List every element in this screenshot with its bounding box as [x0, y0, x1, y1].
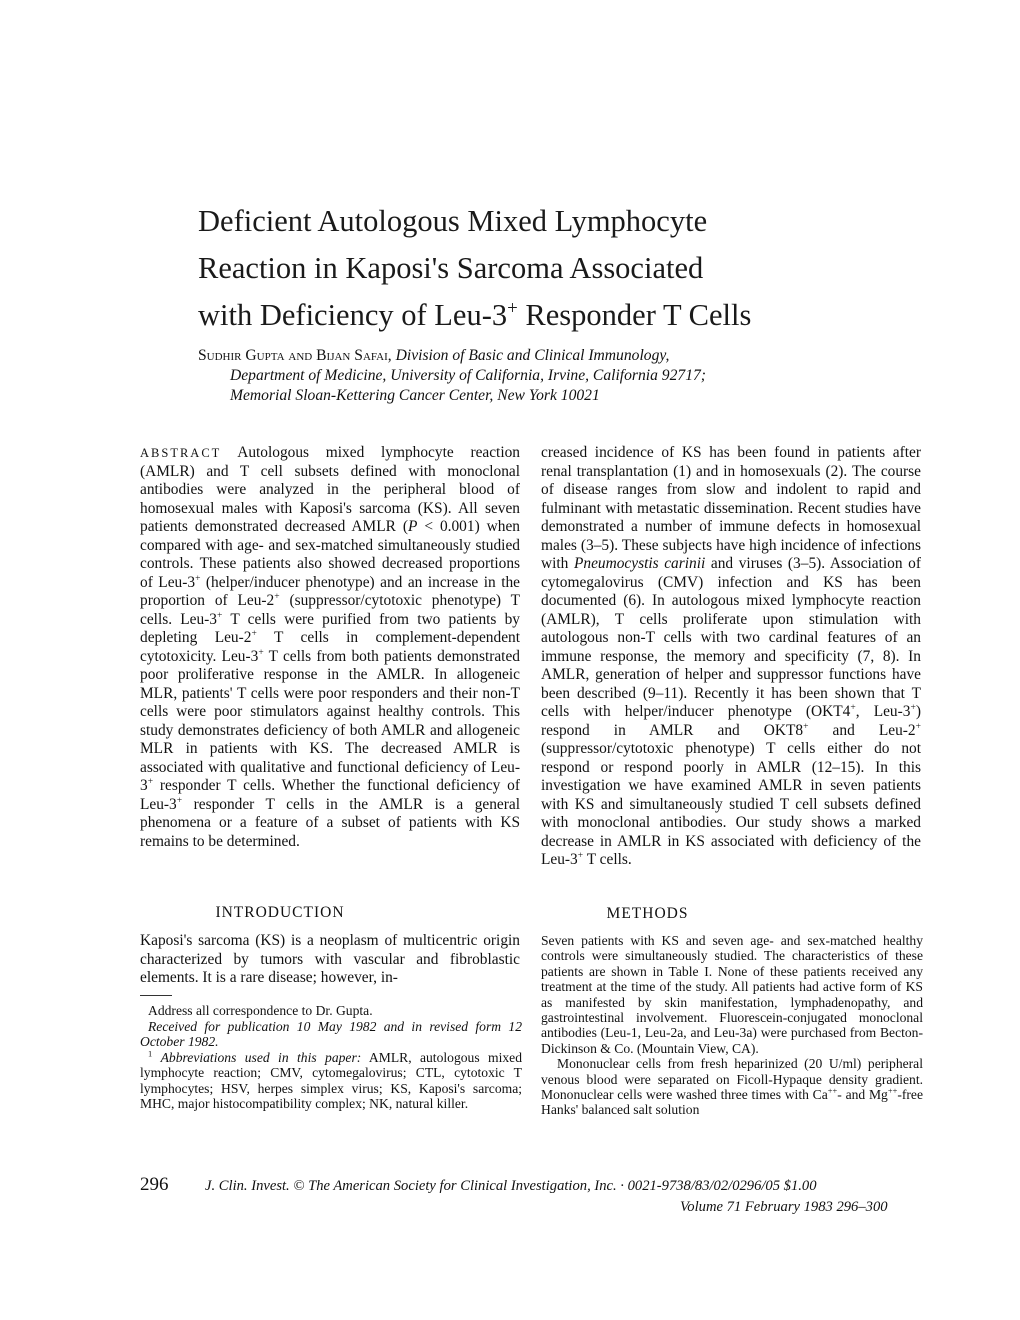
affiliation-division: Division of Basic and Clinical Immunology,: [391, 347, 670, 364]
abstract-text: ABSTRACT Autologous mixed lymphocyte reaction (AMLR) and T cell subsets defined with monoclonal antibodies were analyzed in the peripheral blood of homosexual males with Kaposi's sarcoma (KS). All seven patients demonstrated decreased AMLR (P < 0.001) when compared with age- and sex-matched simultaneously studied controls. These patients also showed decreased proportions of Leu-3+ (helper/inducer phenotype) and an increase in the proportion of Leu-2+ (suppressor/cytotoxic phenotype) T cells. Leu-3+ T cells were purified from two patients by depleting Leu-2+ T cells in complement-dependent cytotoxicity. Leu-3+ T cells from both patients demonstrated poor proliferative response in the AMLR. In allogeneic MLR, patients' T cells were poor responders and their non-T cells were poor stimulators against healthy controls. This study demonstrates deficiency of both AMLR and allogeneic MLR in patients with KS. The decreased AMLR is associated with qualitative and functional deficiency of Leu-3+ responder T cells. Whether the functional deficiency of Leu-3+ responder T cells in the AMLR is a general phenomena or a feature of a subset of patients with KS remains to be determined.: [140, 444, 521, 850]
affiliation-line-2: Department of Medicine, University of California, Irvine, California 92717;: [230, 367, 706, 384]
title-line-3: with Deficiency of Leu-3+ Responder T Cells: [198, 297, 752, 332]
introduction-heading: INTRODUCTION: [215, 904, 345, 921]
methods-paragraph-2: Mononuclear cells from fresh heparinized (20 U/ml) peripheral venous blood were separated on Ficoll-Hypaque density gradient. Mononuclear cells were washed three times with Ca++- and Mg++-free Hanks' balanced salt solution: [541, 1056, 923, 1118]
page-number: 296: [140, 1174, 169, 1195]
title-line-2: Reaction in Kaposi's Sarcoma Associated: [198, 251, 704, 285]
title-line-1: Deficient Autologous Mixed Lymphocyte: [198, 204, 708, 238]
footnotes: [140, 1003, 522, 1112]
abstract-label: ABSTRACT: [140, 446, 222, 460]
article-title: [198, 198, 751, 339]
journal-citation: J. Clin. Invest. © The American Society for Clinical Investigation, Inc. · 0021-9738/83/02/0296/05 $1.00: [205, 1178, 817, 1194]
author-names: Sudhir Gupta and Bijan Safai,: [198, 347, 392, 364]
introduction-continued: [541, 444, 921, 870]
footnote-correspondence: Address all correspondence to Dr. Gupta.: [148, 1003, 373, 1018]
methods-paragraph-1: Seven patients with KS and seven age- and sex-matched healthy controls were simultaneously studied. The characteristics of these patients are shown in Table I. None of these patients received any treatment at the time of the study. All patients had active form of KS as manifested by skin manifestation, lymphadenopathy, and gastrointestinal involvement. Fluorescein-conjugated monoclonal antibodies (Leu-1, Leu-2a, and Leu-3a) were purchased from Becton-Dickinson & Co. (Mountain View, CA).: [541, 933, 923, 1056]
affiliation-line-3: Memorial Sloan-Kettering Cancer Center, New York 10021: [230, 387, 600, 404]
abstract: [140, 444, 520, 851]
methods-heading: METHODS: [606, 905, 689, 922]
footnote-received: Received for publication 10 May 1982 and in revised form 12 October 1982.: [140, 1018, 522, 1049]
methods-text: [541, 933, 923, 1118]
introduction-continued-text: creased incidence of KS has been found in patients after renal transplantation (1) and in homosexuals (2). The course of disease ranges from slow and indolent to rapid and fulminant with metastatic dissemination. Recent studies have demonstrated a number of immune defects in homosexual males (3–5). These subjects have high incidence of infections with Pneumocystis carinii and viruses (3–5). Association of cytomegalovirus (CMV) infection and KS has been documented (6). In autologous mixed lymphocyte reaction (AMLR), T cells proliferate upon stimulation with autologous non-T cells with two cardinal features of an immune response, the memory and specificity (7, 8). In AMLR, generation of helper and suppressor functions have been described (9–11). Recently it has been shown that T cells with helper/inducer phenotype (OKT4+, Leu-3+) respond in AMLR and OKT8+ and Leu-2+ (suppressor/cytotoxic phenotype) T cells either do not respond or respond poorly in AMLR (12–15). In this investigation we have examined AMLR in seven patients with KS and simultaneously studied T cell subsets defined with monoclonal antibodies. Our study shows a marked decrease in AMLR in KS associated with deficiency of the Leu-3+ T cells.: [541, 444, 921, 868]
author-line-1: [198, 346, 706, 366]
introduction-text: Kaposi's sarcoma (KS) is a neoplasm of multicentric origin characterized by tumors with vascular and fibroblastic elements. It is a rare disease; however, in-: [140, 932, 520, 986]
footnote-divider: [140, 995, 172, 996]
footnote-abbreviations: $^1$ Abbreviations used in this paper: AMLR, autologous mixed lymphocyte reaction; CMV, cytomegalovirus; CTL, cytotoxic T lymphocytes; HSV, herpes simplex virus; KS, Kaposi's sarcoma; MHC, major histocompatibility complex; NK, natural killer.: [140, 1047, 522, 1111]
author-block: [198, 346, 706, 406]
volume-info: Volume 71 February 1983 296–300: [680, 1199, 888, 1215]
